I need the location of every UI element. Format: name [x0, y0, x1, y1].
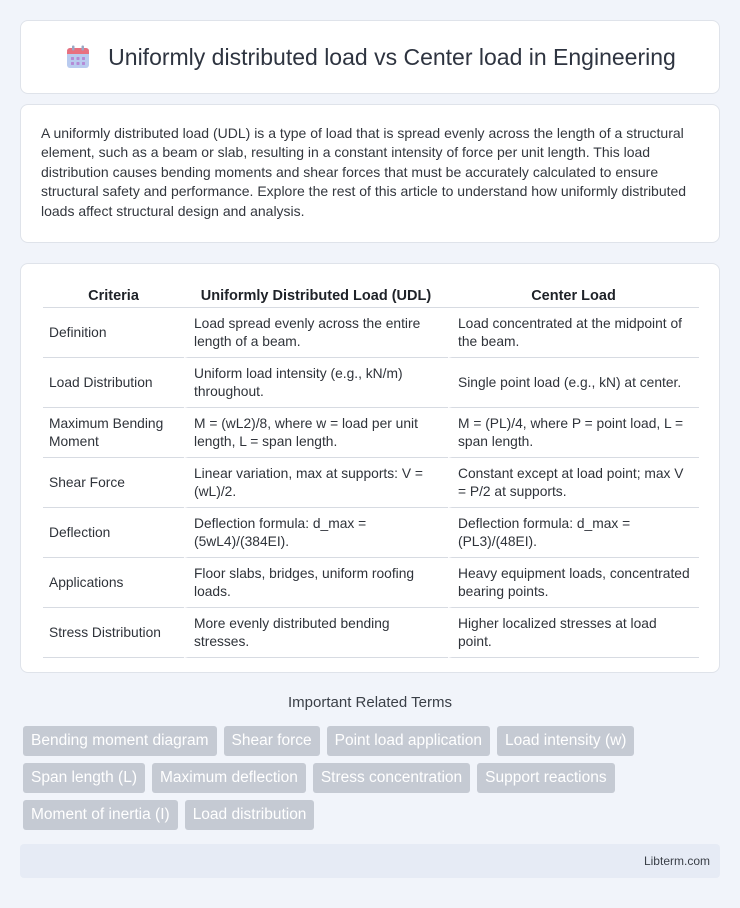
table-row [43, 308, 699, 358]
table-cell: Deflection [43, 508, 184, 558]
tag-point-load-application[interactable]: Point load application [327, 726, 490, 756]
table-cell: Higher localized stresses at load point. [448, 608, 699, 658]
table-row [43, 358, 699, 408]
tag-support-reactions[interactable]: Support reactions [477, 763, 615, 793]
table-cell: Shear Force [43, 458, 184, 508]
table-row [43, 458, 699, 508]
table-cell: Constant except at load point; max V = P/2 at supports. [448, 458, 699, 508]
tag-bending-moment-diagram[interactable]: Bending moment diagram [23, 726, 217, 756]
table-cell: Deflection formula: d_max = (5wL4)/(384EI). [184, 508, 448, 558]
related-terms-tags [23, 726, 663, 830]
table-cell: Maximum Bending Moment [43, 408, 184, 458]
table-cell: Uniform load intensity (e.g., kN/m) throughout. [184, 358, 448, 408]
column-header-center-load: Center Load [448, 286, 699, 308]
table-row [43, 608, 699, 658]
table-row [43, 408, 699, 458]
table-cell: Load Distribution [43, 358, 184, 408]
table-header-row [43, 286, 699, 308]
table-cell: M = (PL)/4, where P = point load, L = span length. [448, 408, 699, 458]
table-cell: Load concentrated at the midpoint of the beam. [448, 308, 699, 358]
tag-load-intensity[interactable]: Load intensity (w) [497, 726, 634, 756]
table-cell: Load spread evenly across the entire length of a beam. [184, 308, 448, 358]
comparison-table [43, 286, 699, 658]
related-terms-title: Important Related Terms [288, 694, 452, 711]
calendar-icon [64, 43, 92, 71]
table-cell: Applications [43, 558, 184, 608]
tag-span-length[interactable]: Span length (L) [23, 763, 145, 793]
table-cell: Heavy equipment loads, concentrated bearing points. [448, 558, 699, 608]
footer [20, 844, 720, 878]
tag-load-distribution[interactable]: Load distribution [185, 800, 315, 830]
header-card [20, 20, 720, 94]
table-cell: Linear variation, max at supports: V = (wL)/2. [184, 458, 448, 508]
table-cell: More evenly distributed bending stresses. [184, 608, 448, 658]
tag-stress-concentration[interactable]: Stress concentration [313, 763, 470, 793]
table-row [43, 508, 699, 558]
column-header-udl: Uniformly Distributed Load (UDL) [184, 286, 448, 308]
header [64, 43, 676, 71]
table-cell: Definition [43, 308, 184, 358]
page-title: Uniformly distributed load vs Center load in Engineering [108, 43, 676, 70]
intro-card [20, 104, 720, 243]
footer-site-link[interactable]: Libterm.com [643, 854, 710, 868]
tag-moment-of-inertia[interactable]: Moment of inertia (I) [23, 800, 178, 830]
table-cell: Floor slabs, bridges, uniform roofing loads. [184, 558, 448, 608]
tag-shear-force[interactable]: Shear force [224, 726, 320, 756]
table-cell: Stress Distribution [43, 608, 184, 658]
column-header-criteria: Criteria [43, 286, 184, 308]
table-cell: M = (wL2)/8, where w = load per unit length, L = span length. [184, 408, 448, 458]
table-row [43, 558, 699, 608]
tag-maximum-deflection[interactable]: Maximum deflection [152, 763, 306, 793]
table-cell: Deflection formula: d_max = (PL3)/(48EI). [448, 508, 699, 558]
intro-paragraph: A uniformly distributed load (UDL) is a type of load that is spread evenly across the length of a structural element, such as a beam or slab, resulting in a constant intensity of force per unit length. This load distribution causes bending moments and shear forces that must be accurately calculated to ensure structural safety and performance. Explore the rest of this article to understand how uniformly distributed loads affect structural design and analysis. [41, 125, 687, 219]
table-cell: Single point load (e.g., kN) at center. [448, 358, 699, 408]
comparison-card [20, 263, 720, 673]
